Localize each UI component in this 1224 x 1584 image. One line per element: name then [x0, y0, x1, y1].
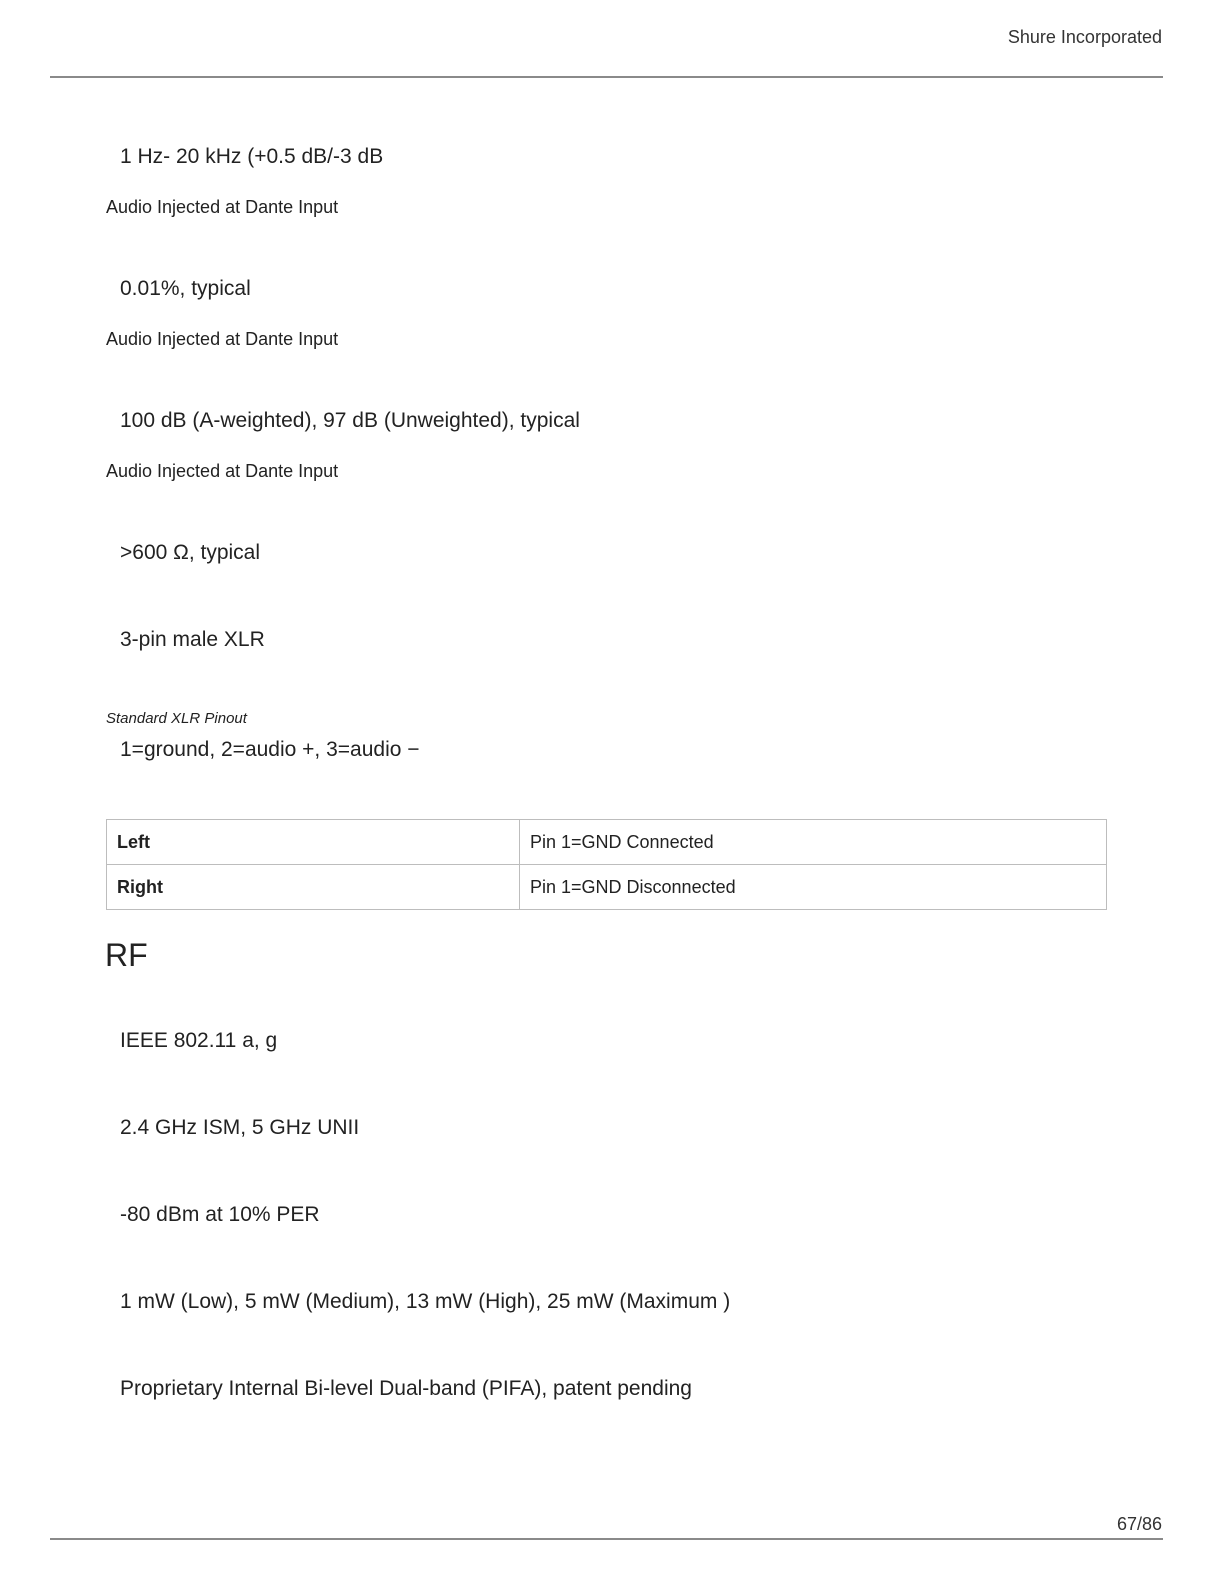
rf-section-heading: RF — [105, 937, 148, 973]
connector-type-value: 3-pin male XLR — [120, 628, 265, 651]
xlr-pinout-value: 1=ground, 2=audio +, 3=audio − — [120, 738, 420, 761]
frequency-response-value: 1 Hz- 20 kHz (+0.5 dB/-3 dB — [120, 145, 384, 168]
dynamic-range-value: 100 dB (A-weighted), 97 dB (Unweighted), typical — [120, 409, 580, 432]
table-row — [107, 820, 1107, 865]
dynamic-range-note: Audio Injected at Dante Input — [106, 461, 339, 481]
impedance-value: >600 Ω, typical — [120, 541, 261, 564]
rf-output-power-value: 1 mW (Low), 5 mW (Medium), 13 mW (High), 25 mW (Maximum ) — [120, 1290, 731, 1313]
ground-lift-table — [106, 819, 1107, 910]
frequency-response-note: Audio Injected at Dante Input — [106, 197, 339, 217]
page-number: 67/86 — [1116, 1514, 1162, 1534]
table-cell-key: Left — [107, 820, 520, 865]
thd-note: Audio Injected at Dante Input — [106, 329, 339, 349]
rf-antenna-value: Proprietary Internal Bi-level Dual-band (PIFA), patent pending — [120, 1377, 692, 1400]
table-cell-value: Pin 1=GND Connected — [520, 820, 1107, 865]
xlr-pinout-caption: Standard XLR Pinout — [106, 710, 247, 727]
thd-value: 0.01%, typical — [120, 277, 251, 300]
rf-sensitivity-value: -80 dBm at 10% PER — [120, 1203, 320, 1226]
table-cell-key: Right — [107, 865, 520, 910]
footer-divider — [50, 1538, 1163, 1540]
rf-standard-value: IEEE 802.11 a, g — [120, 1029, 278, 1052]
table-cell-value: Pin 1=GND Disconnected — [520, 865, 1107, 910]
rf-band-value: 2.4 GHz ISM, 5 GHz UNII — [120, 1116, 360, 1139]
header-company-name: Shure Incorporated — [1007, 27, 1162, 47]
table-row — [107, 865, 1107, 910]
header-divider — [50, 76, 1163, 78]
